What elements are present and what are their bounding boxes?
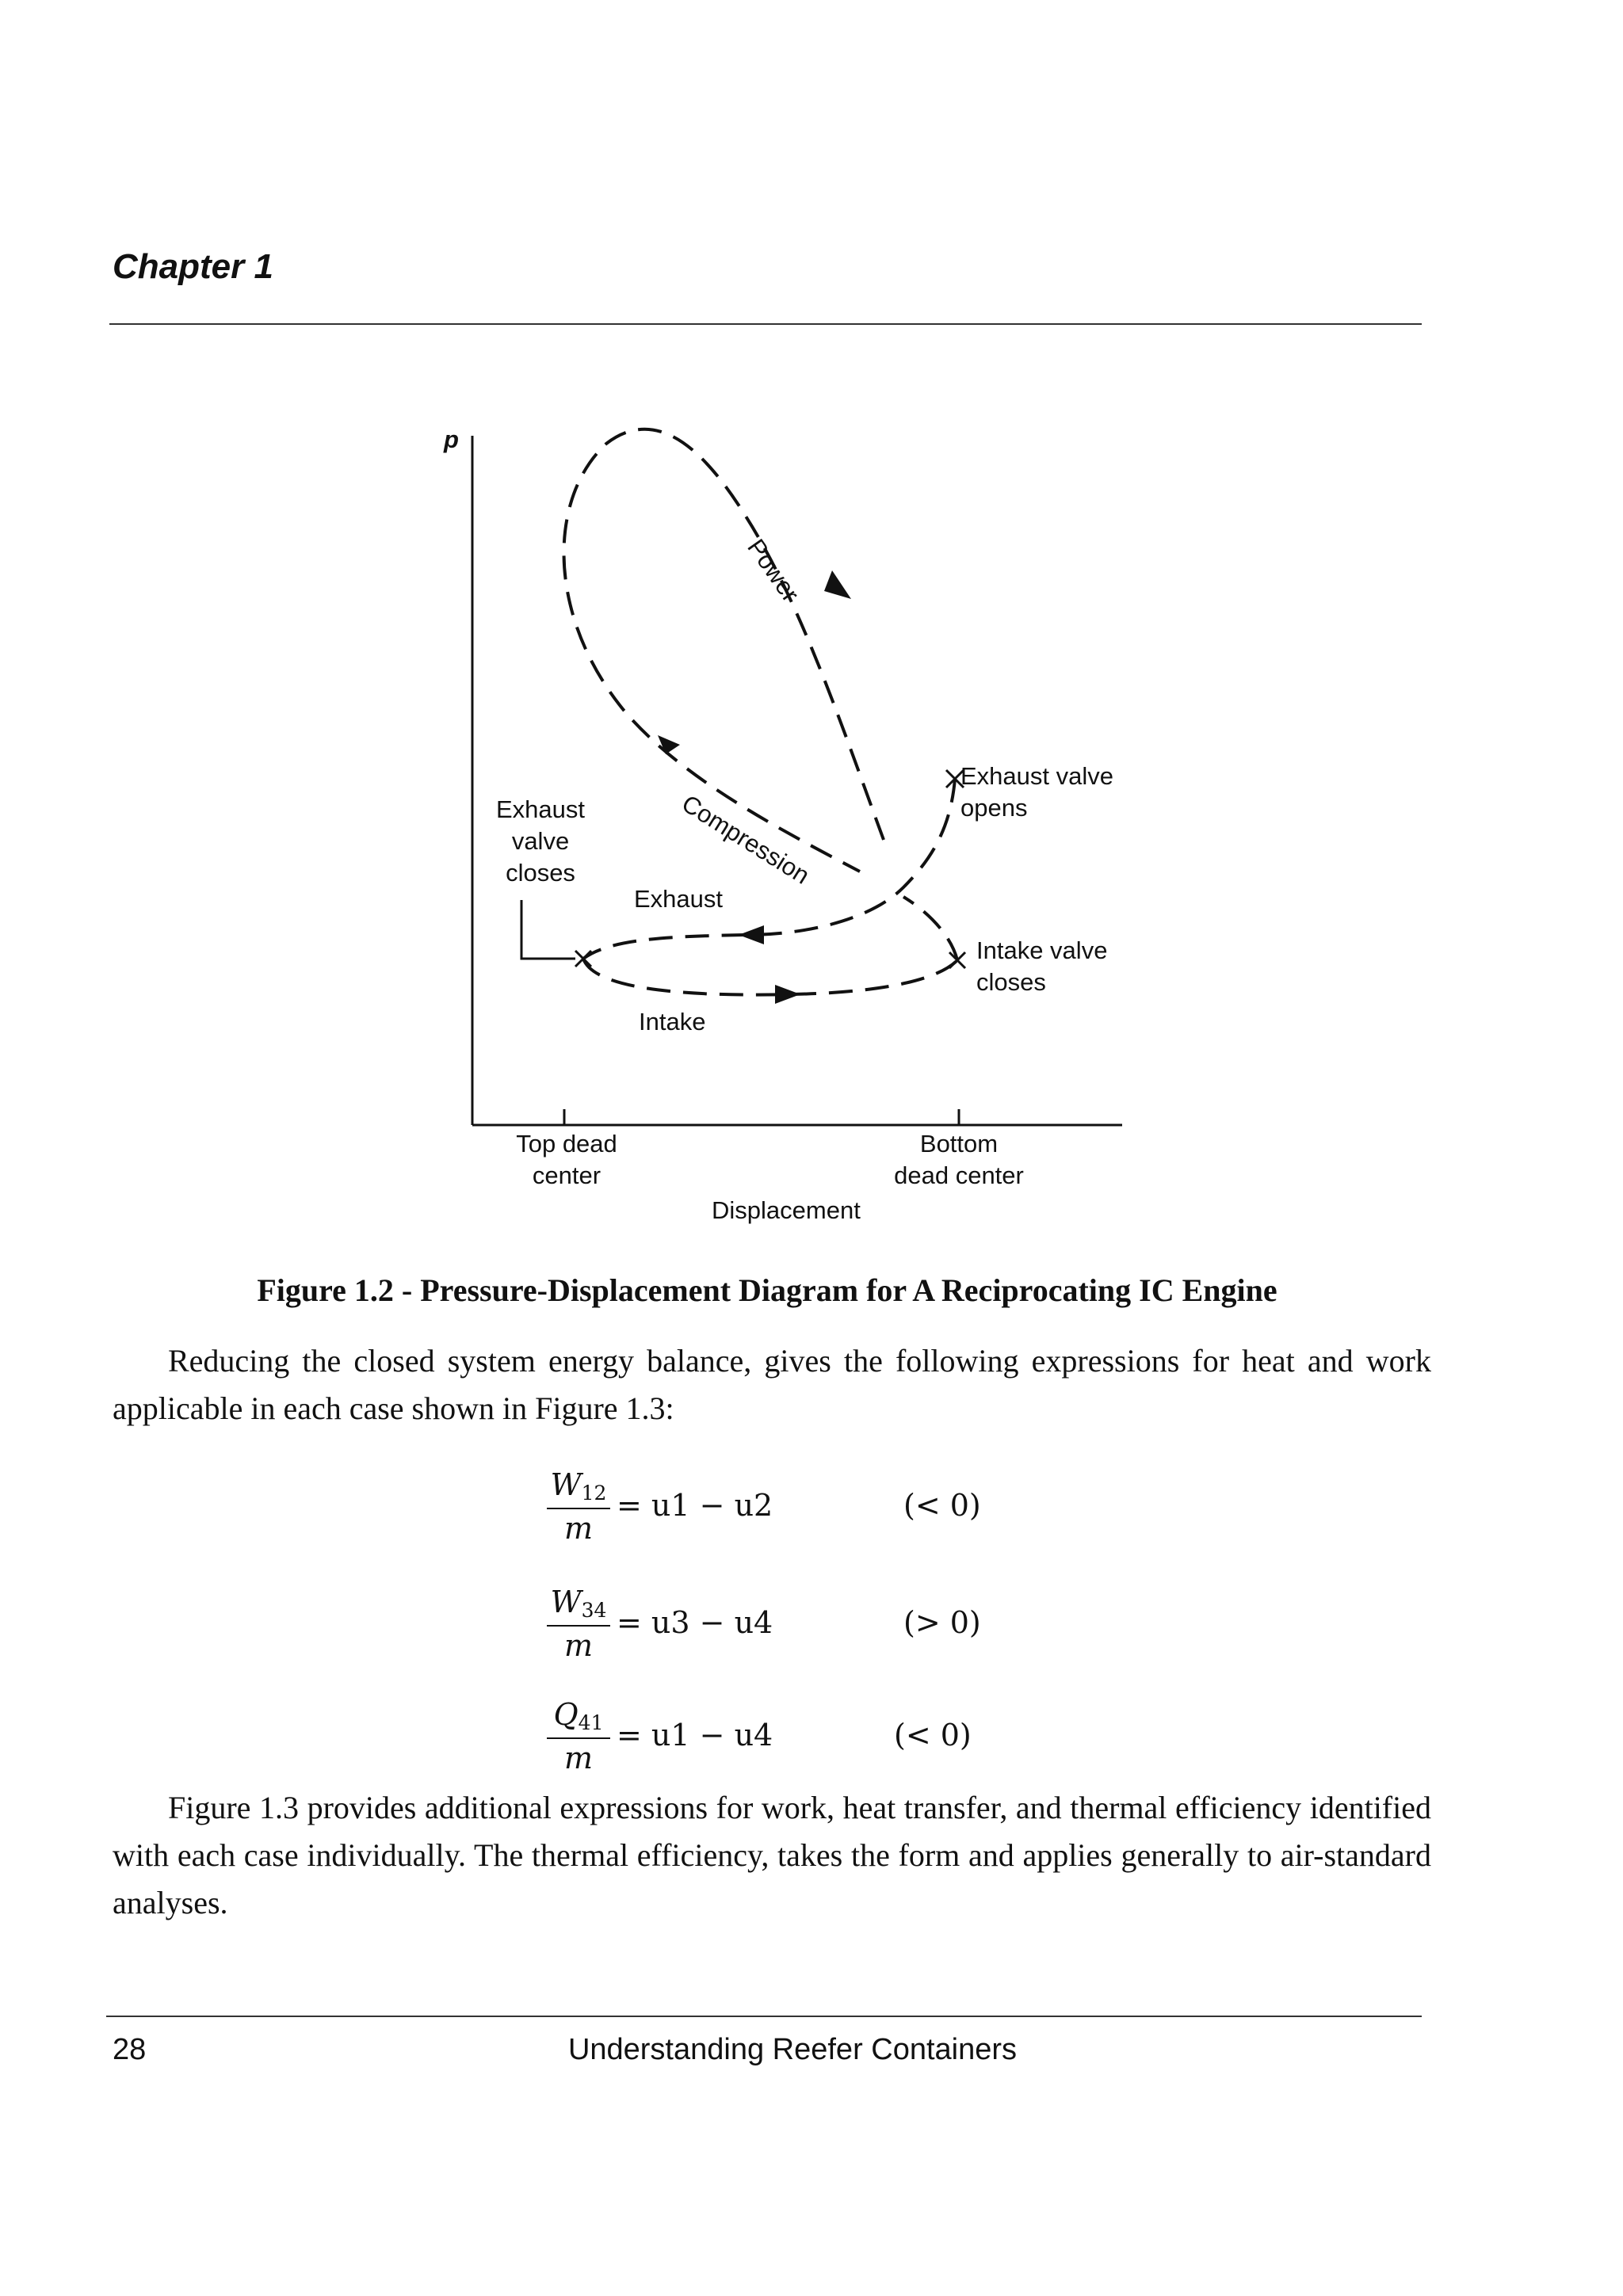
- label-bottom-dead-center: [880, 1128, 1038, 1192]
- label-exhaust-valve-closes: [485, 794, 596, 889]
- page-number: 28: [113, 2033, 147, 2066]
- equation-rhs: = u1 − u2: [617, 1488, 773, 1523]
- equation-condition: (> 0): [903, 1605, 981, 1640]
- y-axis-label: p: [444, 425, 459, 453]
- equation-numerator: [547, 1467, 610, 1509]
- compression-arrow: [658, 735, 680, 754]
- equation-symbol: Q: [553, 1697, 579, 1732]
- equation-2: [547, 1585, 1102, 1672]
- equation-1: [547, 1467, 1102, 1554]
- equation-fraction: [547, 1585, 610, 1663]
- label-line: opens: [960, 794, 1028, 822]
- flow-arrows: [658, 570, 851, 1004]
- equation-numerator: [547, 1585, 610, 1627]
- footer-book-title: Understanding Reefer Containers: [567, 2033, 1018, 2066]
- equation-3: [547, 1697, 1102, 1784]
- equation-numerator: [547, 1697, 610, 1739]
- exhaust-label: Exhaust: [634, 885, 724, 913]
- paragraph-1: Reducing the closed system energy balance, gives the following expressions for heat and work applicable in each case shown in Figure 1.3:: [113, 1343, 1431, 1426]
- equation-denominator: m: [563, 1511, 594, 1546]
- equation-denominator: m: [563, 1741, 594, 1775]
- power-curve: [564, 429, 884, 871]
- equation-subscript: 12: [581, 1482, 607, 1505]
- label-line: Bottom: [919, 1130, 999, 1158]
- intake-curve: [583, 959, 957, 995]
- figure-caption: Figure 1.2 - Pressure-Displacement Diagram for A Reciprocating IC Engine: [257, 1272, 1277, 1308]
- label-line: Exhaust valve: [960, 762, 1113, 790]
- exhaust-arrow: [739, 925, 764, 944]
- equation-subscript: 41: [578, 1711, 604, 1734]
- header-rule: [109, 323, 1422, 325]
- paragraph-2: Figure 1.3 provides additional expressions for work, heat transfer, and thermal efficiency identified with each case individually. The thermal efficiency, takes the form and applies generally to air-standard analyses.: [113, 1790, 1431, 1920]
- label-intake-valve-closes: [976, 935, 1107, 998]
- label-line: dead center: [894, 1161, 1024, 1189]
- equation-subscript: 34: [581, 1599, 607, 1622]
- power-arrow: [824, 570, 851, 599]
- equation-fraction: [547, 1697, 610, 1775]
- intake-arrow: [775, 985, 800, 1004]
- label-top-dead-center: [507, 1128, 626, 1192]
- label-line: center: [532, 1161, 601, 1189]
- label-line: closes: [976, 968, 1046, 996]
- equation-rhs: = u1 − u4: [617, 1718, 773, 1753]
- label-line: closes: [506, 859, 575, 887]
- x-axis-label: Displacement: [712, 1196, 861, 1224]
- equation-fraction: [547, 1467, 610, 1546]
- equation-condition: (< 0): [903, 1488, 981, 1523]
- equation-symbol: W: [550, 1467, 582, 1502]
- label-line: Intake valve: [976, 936, 1108, 964]
- label-line: valve: [511, 827, 570, 855]
- equation-condition: (< 0): [894, 1718, 972, 1753]
- cycle-curves: [564, 429, 957, 995]
- label-line: Exhaust: [495, 795, 585, 823]
- footer-rule: [106, 2016, 1422, 2017]
- compression-curve: [903, 897, 957, 960]
- equation-denominator: m: [563, 1628, 594, 1663]
- label-exhaust-valve-opens: [960, 761, 1113, 824]
- chapter-heading: Chapter 1: [113, 247, 273, 286]
- equation-rhs: = u3 − u4: [617, 1605, 773, 1640]
- equation-symbol: W: [550, 1585, 582, 1619]
- label-line: Top dead: [516, 1130, 617, 1158]
- intake-label: Intake: [639, 1008, 706, 1035]
- power-label: Power: [742, 533, 805, 607]
- compression-label: Compression: [677, 789, 815, 890]
